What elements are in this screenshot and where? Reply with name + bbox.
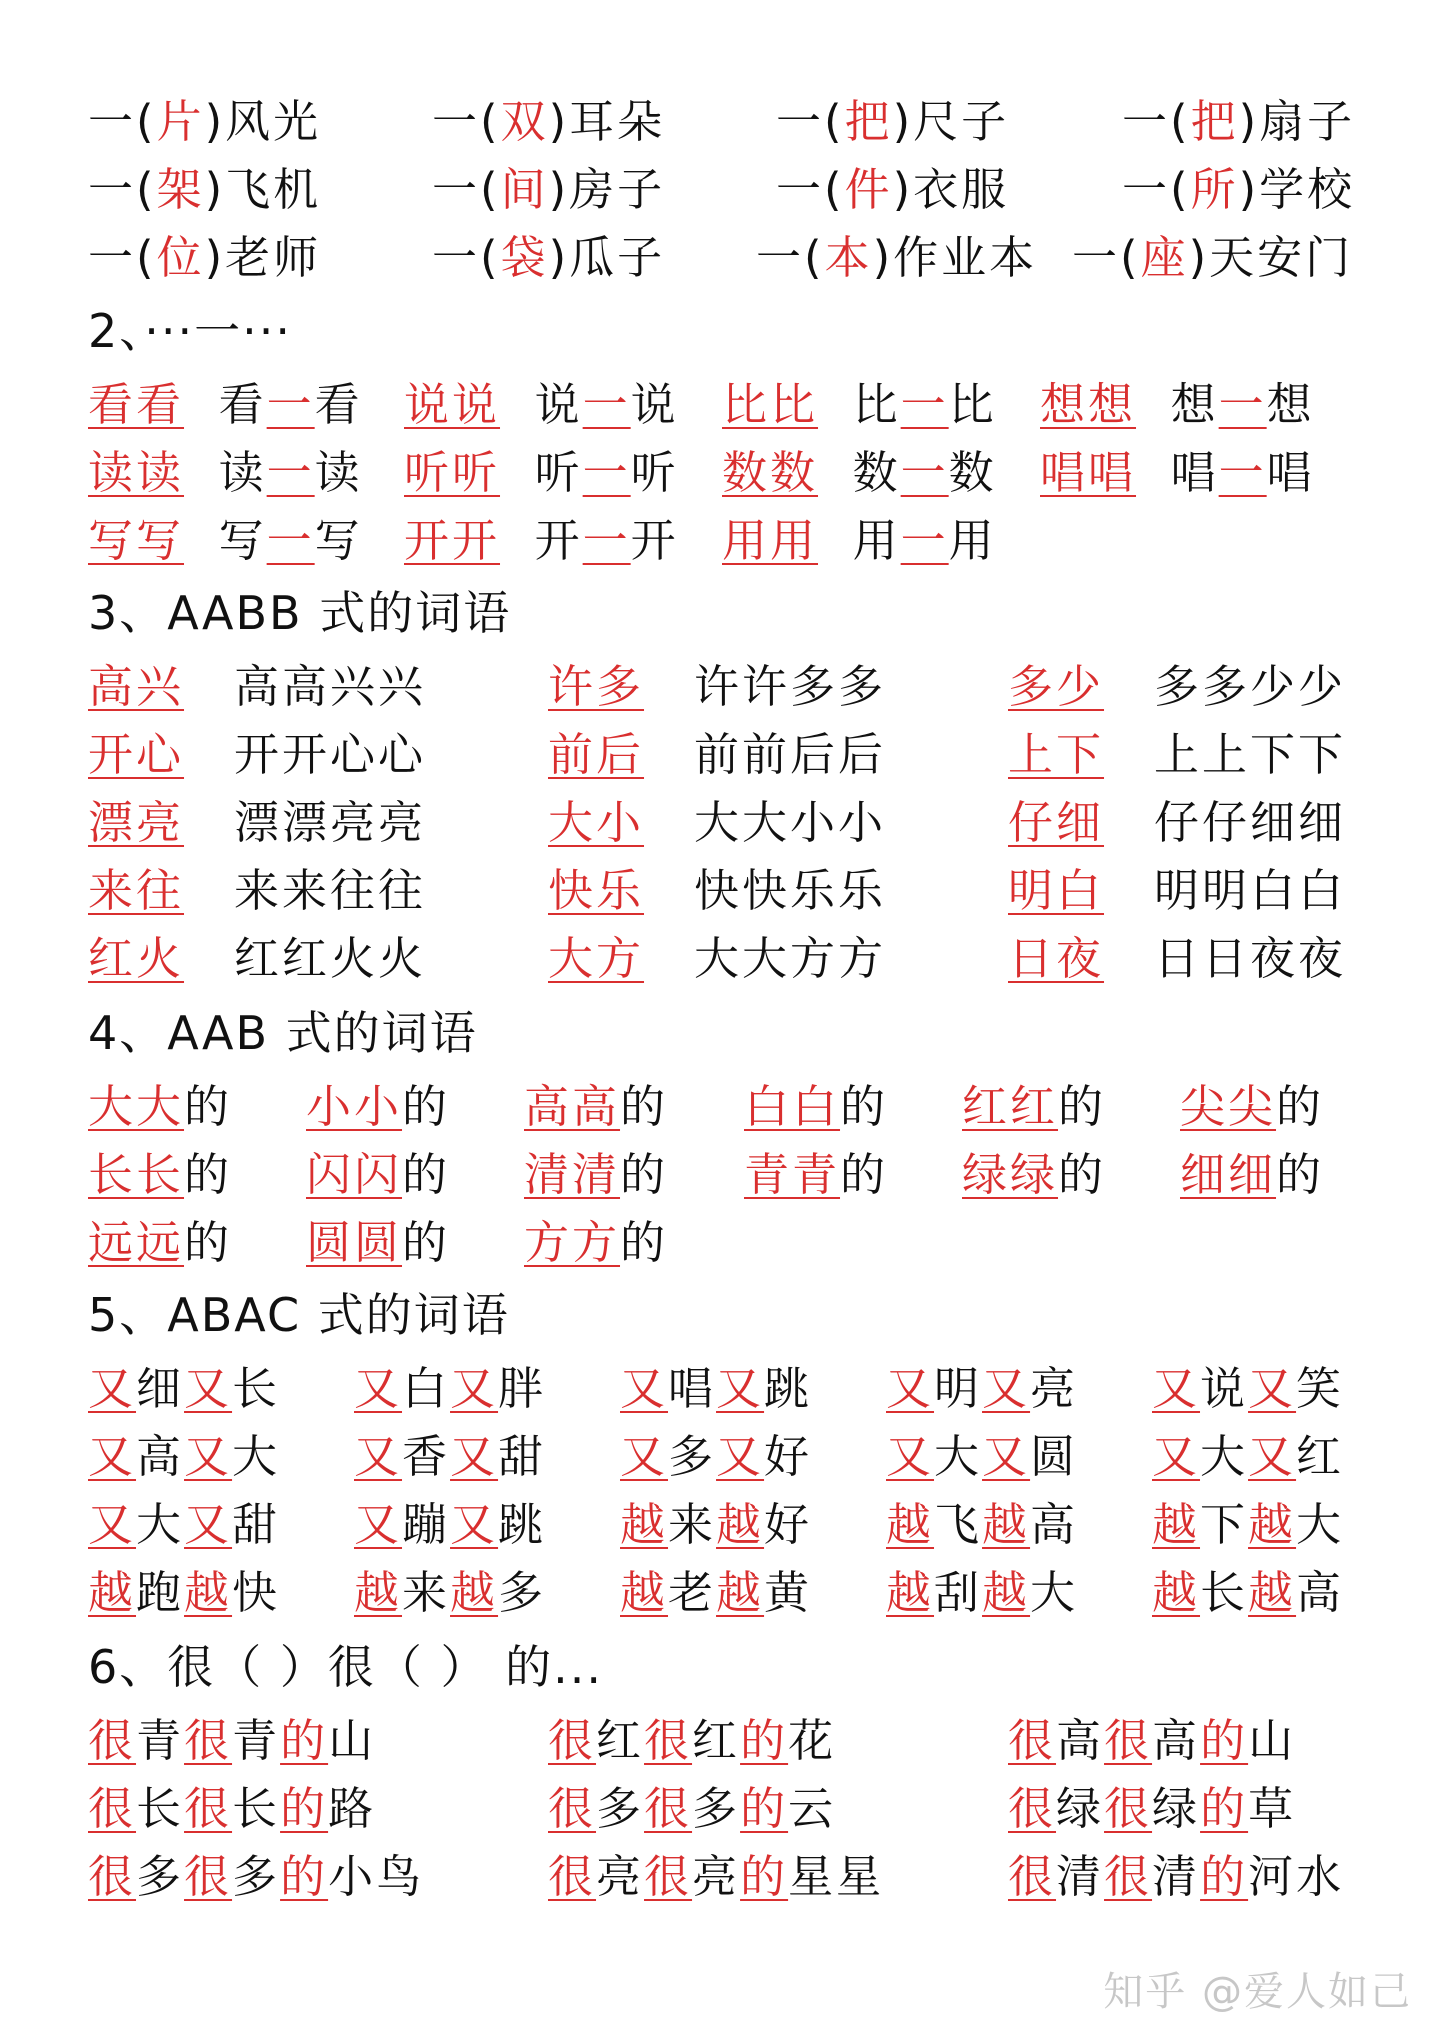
s3-base-word: 日夜 xyxy=(1008,932,1105,985)
s4-item: 尖尖的 xyxy=(1180,1080,1325,1133)
s6-row xyxy=(0,1706,1440,1776)
s4-item: 细细的 xyxy=(1180,1148,1325,1201)
section-6-heading: 6、很（ ）很（ ） 的... xyxy=(88,1640,603,1694)
s6-item: 很清很清的河水 xyxy=(1008,1850,1345,1903)
s5-item: 越老越黄 xyxy=(620,1566,813,1619)
s3-aabb-word: 上上下下 xyxy=(1154,728,1347,781)
s6-item: 很红很红的花 xyxy=(548,1714,837,1767)
s6-row xyxy=(0,1842,1440,1912)
s6-item: 很亮很亮的星星 xyxy=(548,1850,885,1903)
s4-row xyxy=(0,1072,1440,1142)
s5-item: 又明又亮 xyxy=(886,1362,1079,1415)
s2-item: 看看 看一看 xyxy=(88,378,363,431)
s1-row xyxy=(0,155,1440,225)
s3-aabb-word: 漂漂亮亮 xyxy=(234,796,427,849)
s3-aabb-word: 日日夜夜 xyxy=(1154,932,1347,985)
s1-item: 一(本)作业本 xyxy=(756,231,1038,284)
s3-base-word: 开心 xyxy=(88,728,185,781)
s3-base-word: 漂亮 xyxy=(88,796,185,849)
s1-item: 一(把)扇子 xyxy=(1122,95,1356,148)
s1-item: 一(位)老师 xyxy=(88,231,322,284)
s3-aabb-word: 多多少少 xyxy=(1154,660,1347,713)
s5-item: 又细又长 xyxy=(88,1362,281,1415)
s4-item: 高高的 xyxy=(524,1080,669,1133)
s5-row xyxy=(0,1422,1440,1492)
s2-row xyxy=(0,370,1440,440)
s1-item: 一(所)学校 xyxy=(1122,163,1356,216)
s1-item: 一(间)房子 xyxy=(432,163,666,216)
s5-item: 越长越高 xyxy=(1152,1566,1345,1619)
section-5-heading: 5、ABAC 式的词语 xyxy=(88,1288,510,1342)
s4-item: 闪闪的 xyxy=(306,1148,451,1201)
s6-item: 很多很多的云 xyxy=(548,1782,837,1835)
s3-row xyxy=(0,652,1440,722)
s1-row xyxy=(0,87,1440,157)
s3-base-word: 大小 xyxy=(548,796,645,849)
s4-item: 圆圆的 xyxy=(306,1216,451,1269)
s5-item: 又说又笑 xyxy=(1152,1362,1345,1415)
s4-row xyxy=(0,1140,1440,1210)
s3-aabb-word: 仔仔细细 xyxy=(1154,796,1347,849)
s6-item: 很多很多的小鸟 xyxy=(88,1850,425,1903)
s3-base-word: 多少 xyxy=(1008,660,1105,713)
s4-item: 方方的 xyxy=(524,1216,669,1269)
s5-row xyxy=(0,1354,1440,1424)
s2-item: 说说 说一说 xyxy=(404,378,679,431)
s1-item: 一(双)耳朵 xyxy=(432,95,666,148)
s5-item: 又大又红 xyxy=(1152,1430,1345,1483)
section-3-heading: 3、AABB 式的词语 xyxy=(88,586,512,640)
s3-base-word: 前后 xyxy=(548,728,645,781)
s5-item: 越刮越大 xyxy=(886,1566,1079,1619)
s2-item: 听听 听一听 xyxy=(404,446,679,499)
s1-item: 一(把)尺子 xyxy=(776,95,1010,148)
s6-item: 很长很长的路 xyxy=(88,1782,377,1835)
s5-row xyxy=(0,1490,1440,1560)
s1-row xyxy=(0,223,1440,293)
s3-aabb-word: 许许多多 xyxy=(694,660,887,713)
s2-item: 比比 比一比 xyxy=(722,378,997,431)
s2-item: 用用 用一用 xyxy=(722,514,997,567)
s2-item: 读读 读一读 xyxy=(88,446,363,499)
s4-item: 红红的 xyxy=(962,1080,1107,1133)
s4-row xyxy=(0,1208,1440,1278)
section-4-heading: 4、AAB 式的词语 xyxy=(88,1006,478,1060)
s6-item: 很绿很绿的草 xyxy=(1008,1782,1297,1835)
s3-aabb-word: 开开心心 xyxy=(234,728,427,781)
s5-item: 越飞越高 xyxy=(886,1498,1079,1551)
s3-aabb-word: 高高兴兴 xyxy=(234,660,427,713)
s5-item: 又唱又跳 xyxy=(620,1362,813,1415)
s3-aabb-word: 大大小小 xyxy=(694,796,887,849)
s5-item: 又多又好 xyxy=(620,1430,813,1483)
s3-base-word: 红火 xyxy=(88,932,185,985)
s2-item: 唱唱 唱一唱 xyxy=(1040,446,1315,499)
s3-base-word: 仔细 xyxy=(1008,796,1105,849)
s2-item: 想想 想一想 xyxy=(1040,378,1315,431)
s3-base-word: 大方 xyxy=(548,932,645,985)
s3-base-word: 高兴 xyxy=(88,660,185,713)
s4-item: 远远的 xyxy=(88,1216,233,1269)
s3-aabb-word: 明明白白 xyxy=(1154,864,1347,917)
s5-row xyxy=(0,1558,1440,1628)
s3-base-word: 明白 xyxy=(1008,864,1105,917)
s3-base-word: 快乐 xyxy=(548,864,645,917)
s5-item: 又大又圆 xyxy=(886,1430,1079,1483)
s4-item: 大大的 xyxy=(88,1080,233,1133)
s4-item: 白白的 xyxy=(744,1080,889,1133)
s2-item: 开开 开一开 xyxy=(404,514,679,567)
s2-row xyxy=(0,506,1440,576)
s1-item: 一(片)风光 xyxy=(88,95,322,148)
s5-item: 又高又大 xyxy=(88,1430,281,1483)
s1-item: 一(袋)瓜子 xyxy=(432,231,666,284)
s3-aabb-word: 大大方方 xyxy=(694,932,887,985)
s1-item: 一(件)衣服 xyxy=(776,163,1010,216)
s3-base-word: 许多 xyxy=(548,660,645,713)
section-2-heading: 2、···一··· xyxy=(88,304,292,358)
s4-item: 小小的 xyxy=(306,1080,451,1133)
s5-item: 越下越大 xyxy=(1152,1498,1345,1551)
s5-item: 又蹦又跳 xyxy=(354,1498,547,1551)
s3-aabb-word: 前前后后 xyxy=(694,728,887,781)
s3-aabb-word: 来来往往 xyxy=(234,864,427,917)
s2-item: 写写 写一写 xyxy=(88,514,363,567)
watermark: 知乎 @爱人如己 xyxy=(1103,1969,1412,2015)
s5-item: 又香又甜 xyxy=(354,1430,547,1483)
s3-row xyxy=(0,856,1440,926)
s3-base-word: 上下 xyxy=(1008,728,1105,781)
s3-aabb-word: 红红火火 xyxy=(234,932,427,985)
s3-row xyxy=(0,788,1440,858)
s5-item: 越跑越快 xyxy=(88,1566,281,1619)
s6-item: 很青很青的山 xyxy=(88,1714,377,1767)
s3-row xyxy=(0,924,1440,994)
s1-item: 一(架)飞机 xyxy=(88,163,322,216)
s4-item: 青青的 xyxy=(744,1148,889,1201)
s5-item: 越来越多 xyxy=(354,1566,547,1619)
s1-item: 一(座)天安门 xyxy=(1072,231,1354,284)
s2-item: 数数 数一数 xyxy=(722,446,997,499)
s3-aabb-word: 快快乐乐 xyxy=(694,864,887,917)
s3-base-word: 来往 xyxy=(88,864,185,917)
s5-item: 又白又胖 xyxy=(354,1362,547,1415)
s6-item: 很高很高的山 xyxy=(1008,1714,1297,1767)
s4-item: 清清的 xyxy=(524,1148,669,1201)
s4-item: 长长的 xyxy=(88,1148,233,1201)
s4-item: 绿绿的 xyxy=(962,1148,1107,1201)
s6-row xyxy=(0,1774,1440,1844)
s2-row xyxy=(0,438,1440,508)
s3-row xyxy=(0,720,1440,790)
s5-item: 又大又甜 xyxy=(88,1498,281,1551)
s5-item: 越来越好 xyxy=(620,1498,813,1551)
